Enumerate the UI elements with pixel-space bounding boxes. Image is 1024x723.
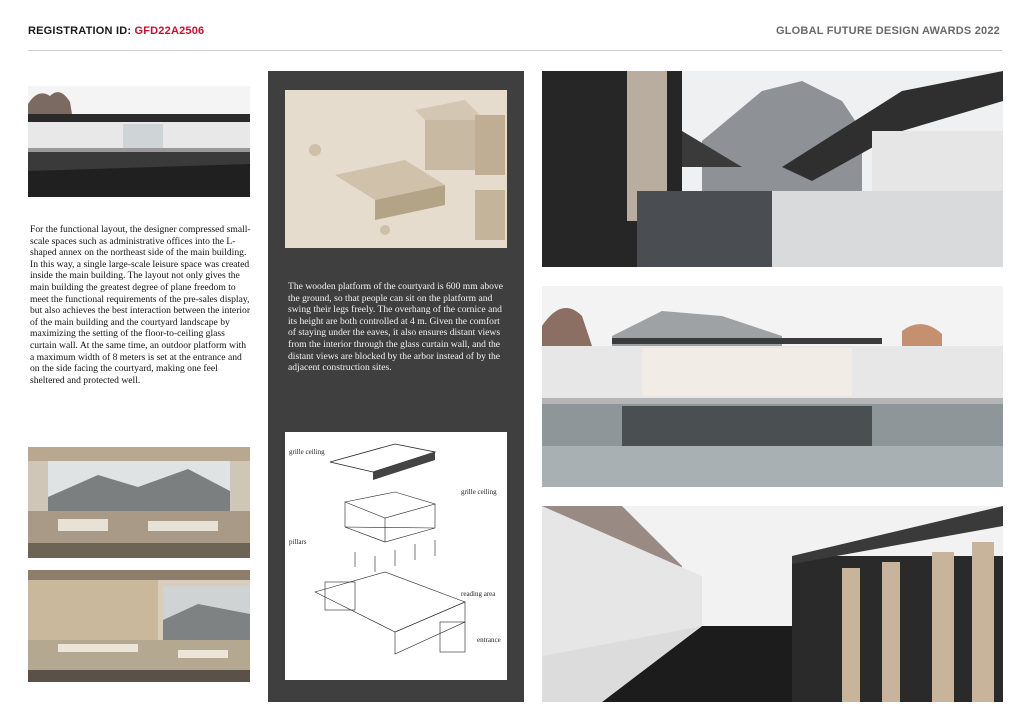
diagram-label-entrance: entrance <box>477 636 501 644</box>
entrance-overhang-render <box>542 71 1003 267</box>
registration-id: GFD22A2506 <box>134 25 205 37</box>
site-model-image <box>285 90 507 248</box>
functional-layout-paragraph: For the functional layout, the designer compressed small-scale spaces such as administrative offices into the L-shaped annex on the northeast side of the main building. In this way, a single large-scale leisure space was created inside the main building. The layout not only gives the main building the greatest degree of plane freedom to meet the functional requirements of the pre-sales display, but also achieves the best interaction between the interior of the main building and the courtyard landscape by maximizing the setting of the floor-to-ceiling glass curtain wall. At the same time, an outdoor platform with a maximum width of 8 meters is set at the entrance and on the side facing the courtyard, making one feel sheltered and protected well. <box>30 224 251 386</box>
diagram-label-grille-ceiling-top: grille ceiling <box>289 448 325 456</box>
registration-label: REGISTRATION ID: <box>28 25 132 37</box>
diagram-label-grille-ceiling: grille ceiling <box>461 488 497 496</box>
interior-lounge-image <box>28 447 250 558</box>
registration-header <box>28 25 204 37</box>
pavilion-exterior-image <box>28 86 250 197</box>
exploded-axonometric-diagram <box>285 432 507 680</box>
award-title: GLOBAL FUTURE DESIGN AWARDS 2022 <box>776 25 1000 37</box>
courtyard-pool-render <box>542 286 1003 487</box>
diagram-label-pillars: pillars <box>289 538 307 546</box>
courtyard-platform-paragraph: The wooden platform of the courtyard is 600 mm above the ground, so that people can sit on the platform and swing their legs freely. The overhang of the cornice and its height are both controlled at 4 m. Given the comfort of staying under the eaves, it also ensures distant views from the interior through the glass curtain wall, and the distant views are blocked by the arbor instead of by the adjacent construction sites. <box>288 281 504 374</box>
interior-dining-image <box>28 570 250 682</box>
diagram-label-reading-area: reading area <box>461 590 496 598</box>
reflecting-pool-render <box>542 506 1003 702</box>
header-divider <box>28 50 1002 51</box>
